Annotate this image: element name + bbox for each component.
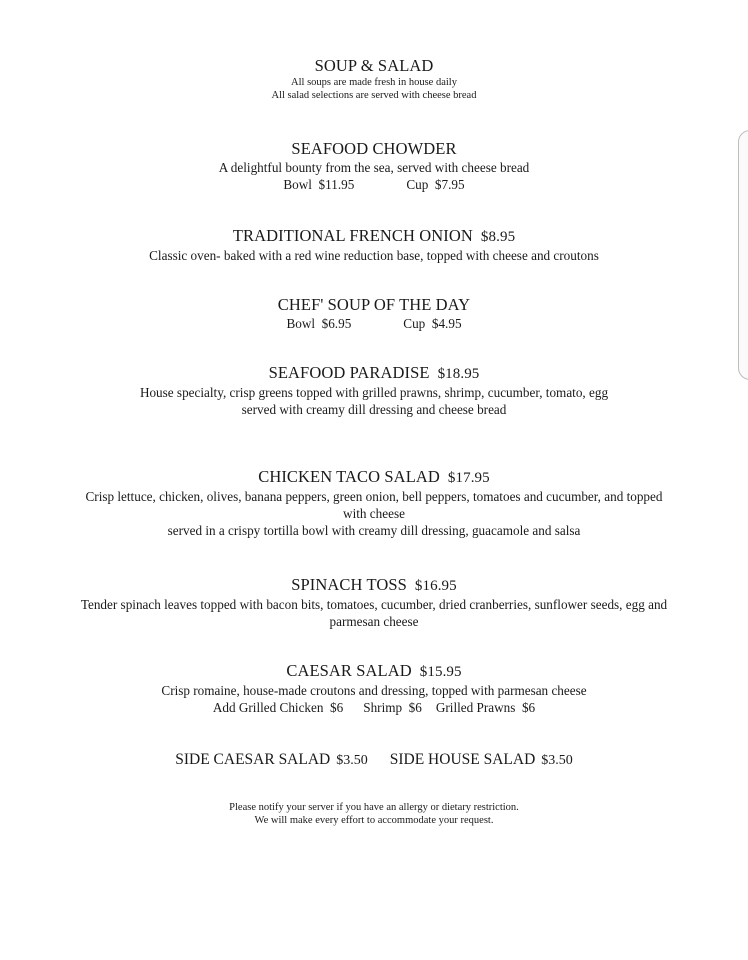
item-title-row bbox=[0, 467, 748, 488]
addon-shrimp: Shrimp $6 bbox=[363, 700, 422, 715]
item-price: $8.95 bbox=[480, 229, 516, 245]
item-title: SEAFOOD PARADISE bbox=[268, 363, 430, 382]
footer-line: Please notify your server if you have an allergy or dietary restriction. bbox=[229, 802, 519, 813]
section-note: All salad selections are served with cheese bread bbox=[271, 90, 477, 101]
addon-chicken: Add Grilled Chicken $6 bbox=[212, 700, 344, 715]
item-price: $16.95 bbox=[414, 578, 457, 594]
allergy-footer bbox=[0, 801, 748, 827]
addon-prawns: Grilled Prawns $6 bbox=[435, 700, 536, 715]
footer-line: We will make every effort to accommodate your request. bbox=[254, 815, 494, 826]
item-title: TRADITIONAL FRENCH ONION bbox=[232, 226, 473, 245]
item-title: SPINACH TOSS bbox=[291, 575, 407, 594]
menu-item-spinach-toss bbox=[0, 575, 748, 630]
item-title: SEAFOOD CHOWDER bbox=[291, 139, 457, 158]
item-sizes bbox=[0, 176, 748, 193]
item-description: with cheese bbox=[343, 506, 405, 521]
menu-item-french-onion bbox=[0, 226, 748, 264]
menu-item-caesar-salad bbox=[0, 661, 748, 716]
item-title-row bbox=[0, 661, 748, 682]
item-description: House specialty, crisp greens topped with grilled prawns, shrimp, cucumber, tomato, egg bbox=[139, 385, 609, 400]
item-addons bbox=[0, 699, 748, 716]
item-description: Tender spinach leaves topped with bacon bits, tomatoes, cucumber, dried cranberries, sunflower seeds, egg and bbox=[80, 597, 668, 612]
item-title-row bbox=[0, 363, 748, 384]
item-title: CAESAR SALAD bbox=[286, 661, 412, 680]
side-house-title: SIDE HOUSE SALAD bbox=[389, 751, 536, 768]
section-header bbox=[0, 56, 748, 102]
side-house-price: $3.50 bbox=[541, 753, 573, 768]
item-title-row bbox=[0, 226, 748, 247]
section-title: SOUP & SALAD bbox=[314, 56, 434, 75]
item-price: $18.95 bbox=[437, 366, 480, 382]
item-description: Crisp lettuce, chicken, olives, banana peppers, green onion, bell peppers, tomatoes and cucumber, and topped bbox=[85, 489, 663, 504]
side-salads-row bbox=[0, 750, 748, 771]
bowl-price: Bowl $6.95 bbox=[286, 316, 352, 331]
item-title-row bbox=[0, 575, 748, 596]
menu-item-seafood-paradise bbox=[0, 363, 748, 418]
item-description: served with creamy dill dressing and cheese bread bbox=[241, 402, 507, 417]
item-price: $15.95 bbox=[419, 664, 462, 680]
item-description: A delightful bounty from the sea, served with cheese bread bbox=[218, 160, 530, 175]
side-caesar-title: SIDE CAESAR SALAD bbox=[175, 751, 331, 768]
menu-item-seafood-chowder bbox=[0, 139, 748, 193]
menu-item-chicken-taco-salad bbox=[0, 467, 748, 539]
menu-item-soup-of-day bbox=[0, 295, 748, 332]
cup-price: Cup $4.95 bbox=[403, 316, 462, 331]
item-description: Classic oven- baked with a red wine reduction base, topped with cheese and croutons bbox=[149, 248, 599, 263]
side-caesar-price: $3.50 bbox=[336, 753, 368, 768]
section-note: All soups are made fresh in house daily bbox=[291, 77, 457, 88]
item-title: CHEF' SOUP OF THE DAY bbox=[277, 295, 471, 314]
item-description: Crisp romaine, house-made croutons and dressing, topped with parmesan cheese bbox=[161, 683, 587, 698]
bowl-price: Bowl $11.95 bbox=[283, 177, 355, 192]
cup-price: Cup $7.95 bbox=[406, 177, 465, 192]
item-title: CHICKEN TACO SALAD bbox=[258, 467, 440, 486]
item-price: $17.95 bbox=[447, 470, 490, 486]
item-description: served in a crispy tortilla bowl with creamy dill dressing, guacamole and salsa bbox=[167, 523, 581, 538]
item-description: parmesan cheese bbox=[329, 614, 419, 629]
item-sizes bbox=[0, 315, 748, 332]
